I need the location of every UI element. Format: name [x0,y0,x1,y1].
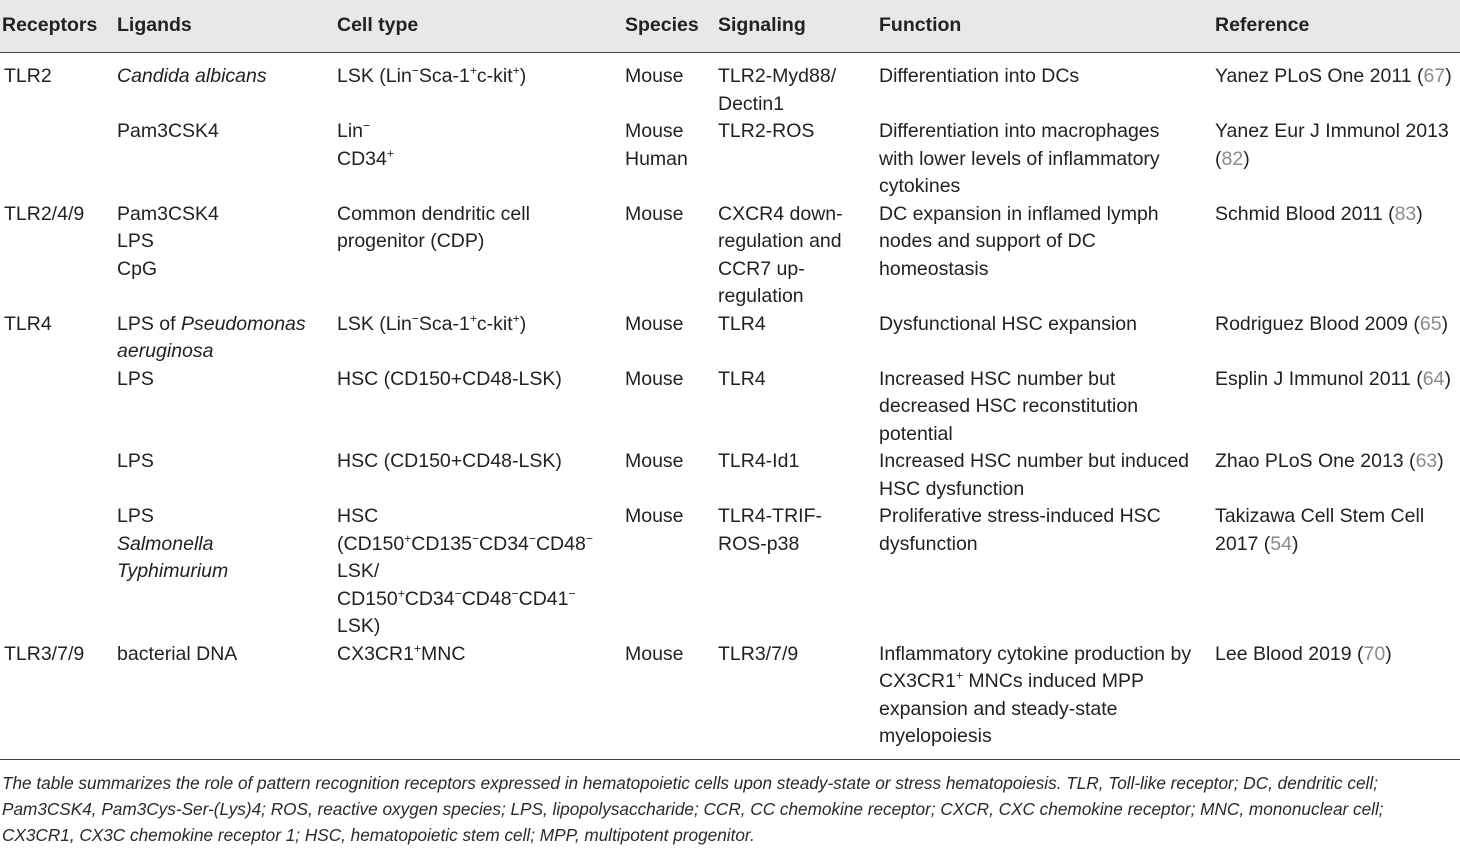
reference-text: Yanez Eur J Immunol 2013 [1215,120,1449,142]
signaling-line: TLR4-TRIF- [718,505,822,527]
cell-function [877,641,1213,753]
reference-link[interactable]: 64 [1422,367,1445,390]
cell-function [877,201,1213,311]
reference-text: Esplin J Immunol 2011 (64) [1215,367,1451,390]
reference-link[interactable]: 63 [1415,450,1438,472]
cell-type-text: CD150+CD34−CD48−CD41− [337,586,576,610]
cell-species [623,201,716,311]
header-signaling: Signaling [716,0,877,53]
cell-ligands [115,201,335,311]
ligand-text: Salmonella [117,532,214,555]
cell-receptor [0,503,115,641]
function-line: Differentiation into macrophages [879,120,1160,142]
cell-reference [1213,641,1460,753]
cell-type-text: progenitor (CDP) [337,230,485,252]
signaling-line: CXCR4 down- [718,202,843,225]
species-text: Mouse [625,642,684,665]
cell-ligands [115,366,335,449]
signaling-line: regulation and [718,230,842,252]
ligand-text: LPS [117,450,154,472]
cell-signaling [716,641,877,753]
cell-signaling [716,448,877,503]
cell-receptor: TLR2 [0,53,115,119]
header-cell-type: Cell type [335,0,623,53]
cell-ligands [115,118,335,201]
cell-reference [1213,53,1460,119]
header-species: Species [623,0,716,53]
cell-type-text: (CD150+CD135−CD34−CD48− [337,531,593,555]
cell-receptor: TLR3/7/9 [4,642,85,665]
table-row [0,201,1460,311]
cell-type-text: LSK (Lin−Sca-1+c-kit+) [337,311,527,335]
cell-reference [1213,366,1460,449]
species-text: Human [625,147,688,170]
function-line: Proliferative stress-induced HSC [879,505,1161,527]
cell-type-text: CD34+ [337,146,394,170]
function-line: HSC dysfunction [879,477,1025,500]
cell-function [877,311,1213,366]
species-text: Mouse [625,367,684,390]
cell-type-text: HSC [337,505,379,527]
reference-text: Lee Blood 2019 (70) [1215,642,1392,665]
header-function: Function [877,0,1213,53]
signaling-line: TLR2-ROS [718,120,815,142]
cell-cell-type [335,311,623,366]
cell-receptor [0,118,115,201]
cell-species [623,448,716,503]
ligand-text: bacterial DNA [117,642,238,665]
function-line: expansion and steady-state [879,697,1118,720]
cell-receptor [0,448,115,503]
signaling-line: TLR4-Id1 [718,450,800,472]
cell-type-text: Common dendritic cell [337,202,530,225]
cell-receptor: TLR2/4/9 [4,202,85,225]
signaling-line: TLR4 [718,367,766,390]
signaling-line: Dectin1 [718,92,785,115]
cell-type-text: Lin− [337,118,371,142]
cell-signaling [716,503,877,641]
signaling-line: ROS-p38 [718,532,800,555]
signaling-line: TLR3/7/9 [718,642,799,665]
cell-reference [1213,311,1460,366]
cell-cell-type [335,201,623,311]
cell-receptor: TLR4 [4,312,52,335]
function-line: Dysfunctional HSC expansion [879,312,1137,335]
ligand-text: LPS of Pseudomonas [117,312,306,335]
species-text: Mouse [625,120,684,142]
cell-species [623,311,716,366]
header-receptors: Receptors [0,0,115,53]
cell-type-text: CX3CR1+MNC [337,641,466,665]
cell-signaling [716,311,877,366]
cell-species [623,641,716,753]
table-row [0,118,1460,201]
cell-reference [1213,201,1460,311]
table-row [0,311,1460,366]
reference-link[interactable]: 65 [1419,312,1442,335]
cell-type-text: LSK/ [337,560,380,582]
function-line: Increased HSC number but induced [879,450,1190,472]
cell-signaling [716,118,877,201]
function-line: Inflammatory cytokine production by [879,642,1192,665]
cell-reference [1213,448,1460,503]
cell-function [877,366,1213,449]
cell-cell-type [335,53,623,119]
function-line: homeostasis [879,257,989,280]
table-body [0,53,1460,753]
reference-text: Schmid Blood 2011 (83) [1215,202,1423,225]
signaling-line: regulation [718,285,804,307]
ligand-text: aeruginosa [117,340,214,362]
reference-link[interactable]: 54 [1270,532,1292,555]
ligand-text: Typhimurium [117,560,229,582]
table-row [0,641,1460,753]
species-text: Mouse [625,312,684,335]
ligand-text: LPS [117,505,154,527]
reference-link[interactable]: 83 [1394,202,1417,225]
cell-ligands [115,53,335,119]
reference-text: Rodriguez Blood 2009 (65) [1215,312,1449,335]
cell-species [623,366,716,449]
cell-type-text: LSK (Lin−Sca-1+c-kit+) [337,63,527,87]
cell-signaling [716,201,877,311]
reference-text: 2017 (54) [1215,532,1299,555]
cell-ligands [115,641,335,753]
function-line: Increased HSC number but [879,367,1116,390]
function-line: cytokines [879,175,961,197]
function-line: dysfunction [879,532,978,555]
cell-function [877,118,1213,201]
header-reference: Reference [1213,0,1460,53]
signaling-line: CCR7 up- [718,257,805,280]
ligand-text: LPS [117,230,154,252]
cell-cell-type [335,641,623,753]
cell-function [877,448,1213,503]
cell-species [623,53,716,119]
cell-type-text: HSC (CD150+CD48-LSK) [337,367,562,390]
cell-signaling [716,53,877,119]
ligand-text: CpG [117,257,158,280]
cell-type-text: LSK) [337,615,381,637]
cell-signaling [716,366,877,449]
cell-ligands [115,448,335,503]
cell-type-text: HSC (CD150+CD48-LSK) [337,450,562,472]
cell-species [623,118,716,201]
ligand-text: LPS [117,367,154,390]
cell-cell-type [335,118,623,201]
table-row [0,448,1460,503]
table-row [0,366,1460,449]
reference-text: Zhao PLoS One 2013 (63) [1215,450,1444,472]
reference-link[interactable]: 67 [1423,65,1446,87]
signaling-line: TLR4 [718,312,766,335]
cell-cell-type [335,503,623,641]
table-header [0,0,1460,53]
cell-function [877,503,1213,641]
ligand-text: Pam3CSK4 [117,202,219,225]
reference-text: (82) [1215,147,1250,170]
function-line: Differentiation into DCs [879,65,1080,87]
cell-function [877,53,1213,119]
reference-link[interactable]: 82 [1221,147,1244,170]
species-text: Mouse [625,450,684,472]
function-line: nodes and support of DC [879,230,1096,252]
cell-reference [1213,118,1460,201]
reference-text: Takizawa Cell Stem Cell [1215,505,1425,527]
cell-reference [1213,503,1460,641]
reference-link[interactable]: 70 [1363,642,1386,665]
function-line: DC expansion in inflamed lymph [879,202,1159,225]
reference-text: Yanez PLoS One 2011 (67) [1215,65,1452,87]
species-text: Mouse [625,505,684,527]
cell-ligands [115,503,335,641]
cell-cell-type [335,366,623,449]
function-line: CX3CR1+ MNCs induced MPP [879,668,1144,692]
species-text: Mouse [625,65,684,87]
table-footnote: The table summarizes the role of pattern recognition receptors expressed in hematopoietic cells upon steady-state or stress hematopoiesis. TLR, Toll-like receptor; DC, dendritic cell; Pam3CSK4, Pam3Cys-Ser-(Lys)4; ROS, reactive oxygen species; LPS, lipopolysaccharide; CCR, CC chemokine receptor; CXCR, CXC chemokine receptor; MNC, mononuclear cell; CX3CR1, CX3C chemokine receptor 1; HSC, hematopoietic stem cell; MPP, multipotent progenitor. [0,759,1460,848]
header-ligands: Ligands [115,0,335,53]
species-text: Mouse [625,202,684,225]
ligand-text: Pam3CSK4 [117,120,219,142]
function-line: potential [879,422,953,445]
header-row [0,0,1460,53]
cell-ligands [115,311,335,366]
cell-receptor [0,366,115,449]
function-line: with lower levels of inflammatory [879,147,1160,170]
cell-species [623,503,716,641]
cell-cell-type [335,448,623,503]
signaling-line: TLR2-Myd88/ [718,65,837,87]
function-line: myelopoiesis [879,725,992,747]
table-row [0,503,1460,641]
table-row [0,53,1460,119]
ligand-text: Candida albicans [117,65,267,87]
function-line: decreased HSC reconstitution [879,395,1139,417]
